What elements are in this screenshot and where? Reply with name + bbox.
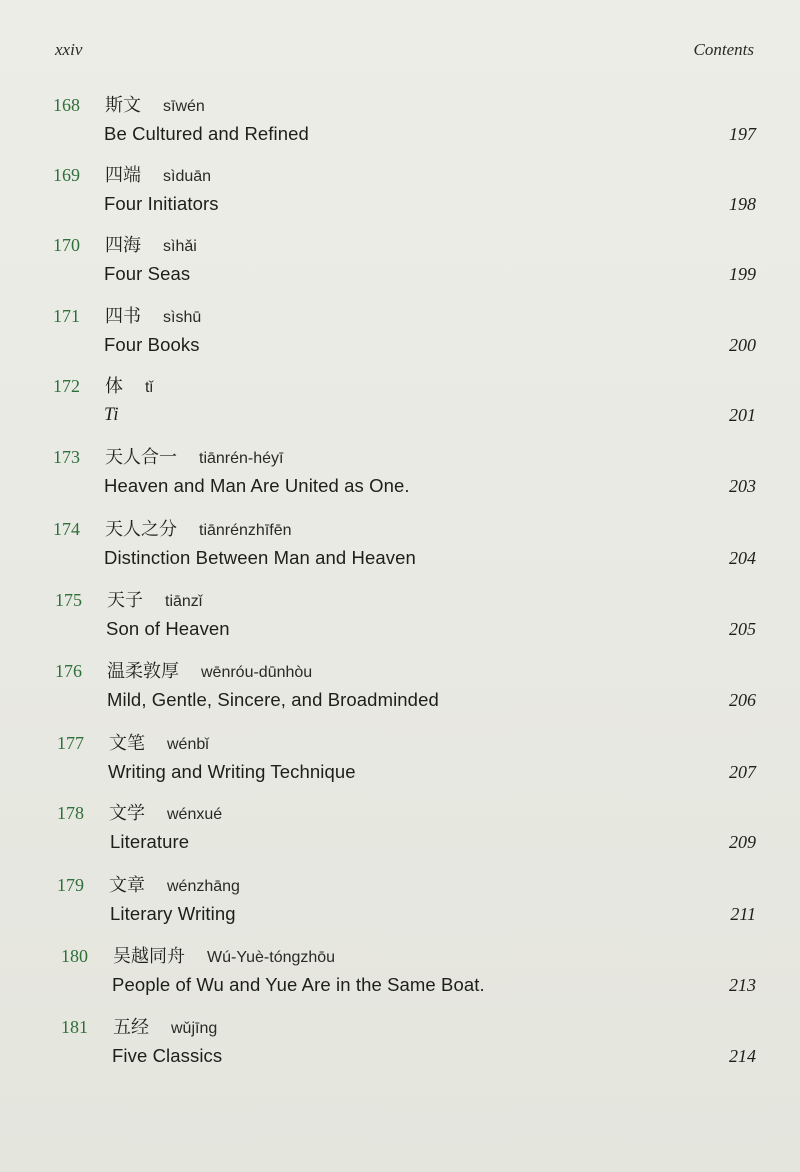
- entry-page-number: 198: [729, 194, 756, 214]
- chinese-term: 斯文: [105, 95, 141, 116]
- entry-title: Distinction Between Man and Heaven: [104, 547, 416, 568]
- pinyin: wǔjīng: [171, 1020, 218, 1037]
- entry-number: 168: [53, 95, 80, 115]
- entry-number: 180: [61, 946, 88, 966]
- entry-number: 170: [53, 235, 80, 255]
- entry-number: 178: [57, 803, 84, 823]
- toc-entry: [0, 801, 800, 871]
- toc-entry: [0, 588, 800, 658]
- chinese-term: 天人之分: [105, 519, 177, 540]
- entry-heading: [53, 517, 292, 541]
- entry-heading: [57, 873, 240, 897]
- entry-page-number: 213: [729, 975, 756, 995]
- pinyin: wénbǐ: [167, 736, 209, 753]
- entry-heading: [53, 445, 284, 469]
- entry-page-number: 206: [729, 690, 756, 710]
- chinese-term: 四书: [105, 306, 141, 327]
- chinese-term: 文笔: [109, 733, 145, 754]
- entry-heading: [61, 1015, 217, 1039]
- entry-title: Son of Heaven: [106, 618, 230, 639]
- entry-page-number: 200: [729, 335, 756, 355]
- chinese-term: 文学: [109, 803, 145, 824]
- toc-entry: [0, 445, 800, 515]
- entry-title: People of Wu and Yue Are in the Same Boat.: [112, 974, 485, 995]
- entry-title: Five Classics: [112, 1045, 223, 1066]
- toc-entry: [0, 517, 800, 587]
- pinyin: sìshū: [163, 309, 202, 326]
- pinyin: sìhǎi: [163, 238, 197, 255]
- pinyin: tiānrénzhīfēn: [199, 522, 292, 539]
- entry-heading: [53, 233, 197, 257]
- entry-title: Four Initiators: [104, 193, 219, 214]
- pinyin: wénxué: [167, 806, 223, 823]
- toc-entry: [0, 374, 800, 444]
- entry-number: 175: [55, 590, 82, 610]
- entry-number: 173: [53, 447, 80, 467]
- toc-entry: [0, 659, 800, 729]
- chinese-term: 吴越同舟: [113, 946, 185, 967]
- entry-heading: [57, 801, 222, 825]
- entry-title: Four Seas: [104, 263, 191, 284]
- chinese-term: 五经: [113, 1017, 149, 1038]
- pinyin: sìduān: [163, 168, 212, 185]
- entry-number: 181: [61, 1017, 88, 1037]
- toc-entry: [0, 93, 800, 163]
- entry-page-number: 204: [729, 548, 756, 568]
- entry-page-number: 199: [729, 264, 756, 284]
- chinese-term: 天子: [107, 590, 143, 611]
- entry-page-number: 205: [729, 619, 756, 639]
- page-number-header: xxiv: [55, 40, 83, 59]
- entry-number: 179: [57, 875, 84, 895]
- entry-heading: [57, 731, 209, 755]
- pinyin: wēnróu-dūnhòu: [201, 664, 313, 681]
- entry-page-number: 203: [729, 476, 756, 496]
- entry-title: Be Cultured and Refined: [104, 123, 309, 144]
- entry-heading: [55, 659, 312, 683]
- chinese-term: 温柔敦厚: [107, 661, 179, 682]
- entry-page-number: 197: [729, 124, 756, 144]
- pinyin: tǐ: [145, 379, 153, 396]
- entry-heading: [55, 588, 202, 612]
- chinese-term: 体: [105, 376, 123, 397]
- toc-entry: [0, 163, 800, 233]
- entry-number: 176: [55, 661, 82, 681]
- section-header: Contents: [693, 40, 754, 59]
- entry-title: Literary Writing: [110, 903, 236, 924]
- entry-number: 174: [53, 519, 80, 539]
- toc-entry: [0, 944, 800, 1014]
- entry-page-number: 211: [730, 904, 756, 924]
- chinese-term: 四端: [105, 165, 141, 186]
- toc-entry: [0, 731, 800, 801]
- entry-heading: [61, 944, 335, 968]
- entry-page-number: 201: [729, 405, 756, 425]
- pinyin: wénzhāng: [167, 878, 240, 895]
- entry-title: Heaven and Man Are United as One.: [104, 475, 410, 496]
- toc-entry: [0, 1015, 800, 1085]
- entry-page-number: 214: [729, 1046, 756, 1066]
- toc-entry: [0, 233, 800, 303]
- entry-heading: [53, 304, 201, 328]
- entry-number: 177: [57, 733, 84, 753]
- entry-title: Literature: [110, 831, 190, 852]
- entry-title: Mild, Gentle, Sincere, and Broadminded: [107, 689, 439, 710]
- pinyin: tiānzǐ: [165, 593, 203, 610]
- chinese-term: 四海: [105, 235, 141, 256]
- entry-page-number: 207: [729, 762, 756, 782]
- chinese-term: 天人合一: [105, 447, 177, 468]
- toc-entry: [0, 873, 800, 943]
- chinese-term: 文章: [109, 875, 145, 896]
- toc-entry: [0, 304, 800, 374]
- pinyin: tiānrén-héyī: [199, 450, 284, 467]
- entry-heading: [53, 93, 205, 117]
- entry-heading: [53, 163, 211, 187]
- entry-page-number: 209: [729, 832, 756, 852]
- entry-number: 171: [53, 306, 80, 326]
- pinyin: Wú-Yuè-tóngzhōu: [207, 949, 336, 966]
- pinyin: sīwén: [163, 98, 205, 115]
- entry-heading: [53, 374, 153, 398]
- entry-number: 172: [53, 376, 80, 396]
- entry-title: Writing and Writing Technique: [108, 761, 356, 782]
- entry-number: 169: [53, 165, 80, 185]
- entry-title: Ti: [104, 405, 119, 425]
- entry-title: Four Books: [104, 334, 200, 355]
